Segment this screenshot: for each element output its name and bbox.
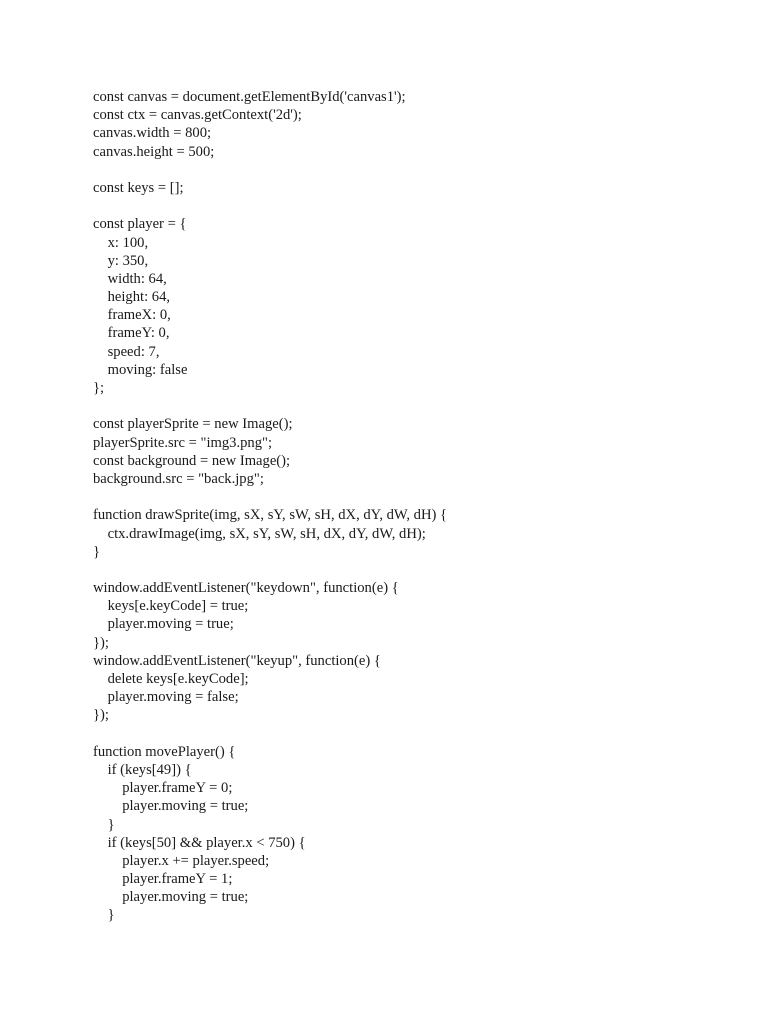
code-line — [93, 488, 447, 506]
code-line: const keys = []; — [93, 179, 184, 196]
code-line: y: 350, — [93, 252, 149, 269]
code-line: ctx.drawImage(img, sX, sY, sW, sH, dX, dY, dW, dH); — [93, 525, 426, 542]
code-line: delete keys[e.keyCode]; — [93, 671, 249, 687]
code-line: function drawSprite(img, sX, sY, sW, sH, dX, dY, dW, dH) { — [93, 507, 448, 524]
code-line: } — [93, 907, 115, 924]
code-line: } — [93, 816, 115, 833]
code-line: player.frameY = 1; — [93, 871, 233, 888]
code-line: }); — [93, 707, 109, 724]
code-line: }); — [93, 634, 109, 651]
code-line: playerSprite.src = "img3.png"; — [93, 434, 273, 451]
code-line — [93, 397, 447, 415]
code-line — [93, 161, 447, 179]
code-line — [93, 725, 447, 743]
code-line: window.addEventListener("keydown", function(e) { — [93, 580, 399, 597]
code-line: const ctx = canvas.getContext('2d'); — [93, 107, 302, 124]
code-line — [93, 561, 447, 579]
code-line: window.addEventListener("keyup", function(e) { — [93, 652, 381, 669]
code-line: const playerSprite = new Image(); — [93, 416, 293, 433]
code-line: player.moving = true; — [93, 616, 234, 633]
code-line: canvas.width = 800; — [93, 125, 212, 142]
code-line: height: 64, — [93, 289, 171, 306]
code-line: player.moving = true; — [93, 889, 249, 906]
code-line: const canvas = document.getElementById('canvas1'); — [93, 89, 406, 105]
code-line: speed: 7, — [93, 343, 160, 360]
code-line: background.src = "back.jpg"; — [93, 470, 264, 487]
code-line: } — [93, 543, 101, 560]
code-line: function movePlayer() { — [93, 743, 236, 760]
code-line: width: 64, — [93, 270, 167, 287]
code-line: if (keys[50] && player.x < 750) { — [93, 834, 306, 851]
code-line: if (keys[49]) { — [93, 761, 192, 778]
code-line: const background = new Image(); — [93, 452, 291, 469]
code-line: moving: false — [93, 361, 188, 378]
code-line: player.frameY = 0; — [93, 780, 233, 797]
code-line: player.moving = true; — [93, 798, 249, 815]
code-line — [93, 197, 447, 215]
code-line: }; — [93, 380, 105, 396]
code-line: const player = { — [93, 216, 187, 233]
code-line: frameY: 0, — [93, 325, 170, 342]
code-block — [93, 88, 447, 925]
code-line: x: 100, — [93, 234, 149, 251]
code-line: player.x += player.speed; — [93, 852, 270, 869]
code-line: frameX: 0, — [93, 307, 171, 324]
code-line: keys[e.keyCode] = true; — [93, 598, 249, 615]
code-line: canvas.height = 500; — [93, 143, 215, 160]
code-line: player.moving = false; — [93, 689, 239, 706]
